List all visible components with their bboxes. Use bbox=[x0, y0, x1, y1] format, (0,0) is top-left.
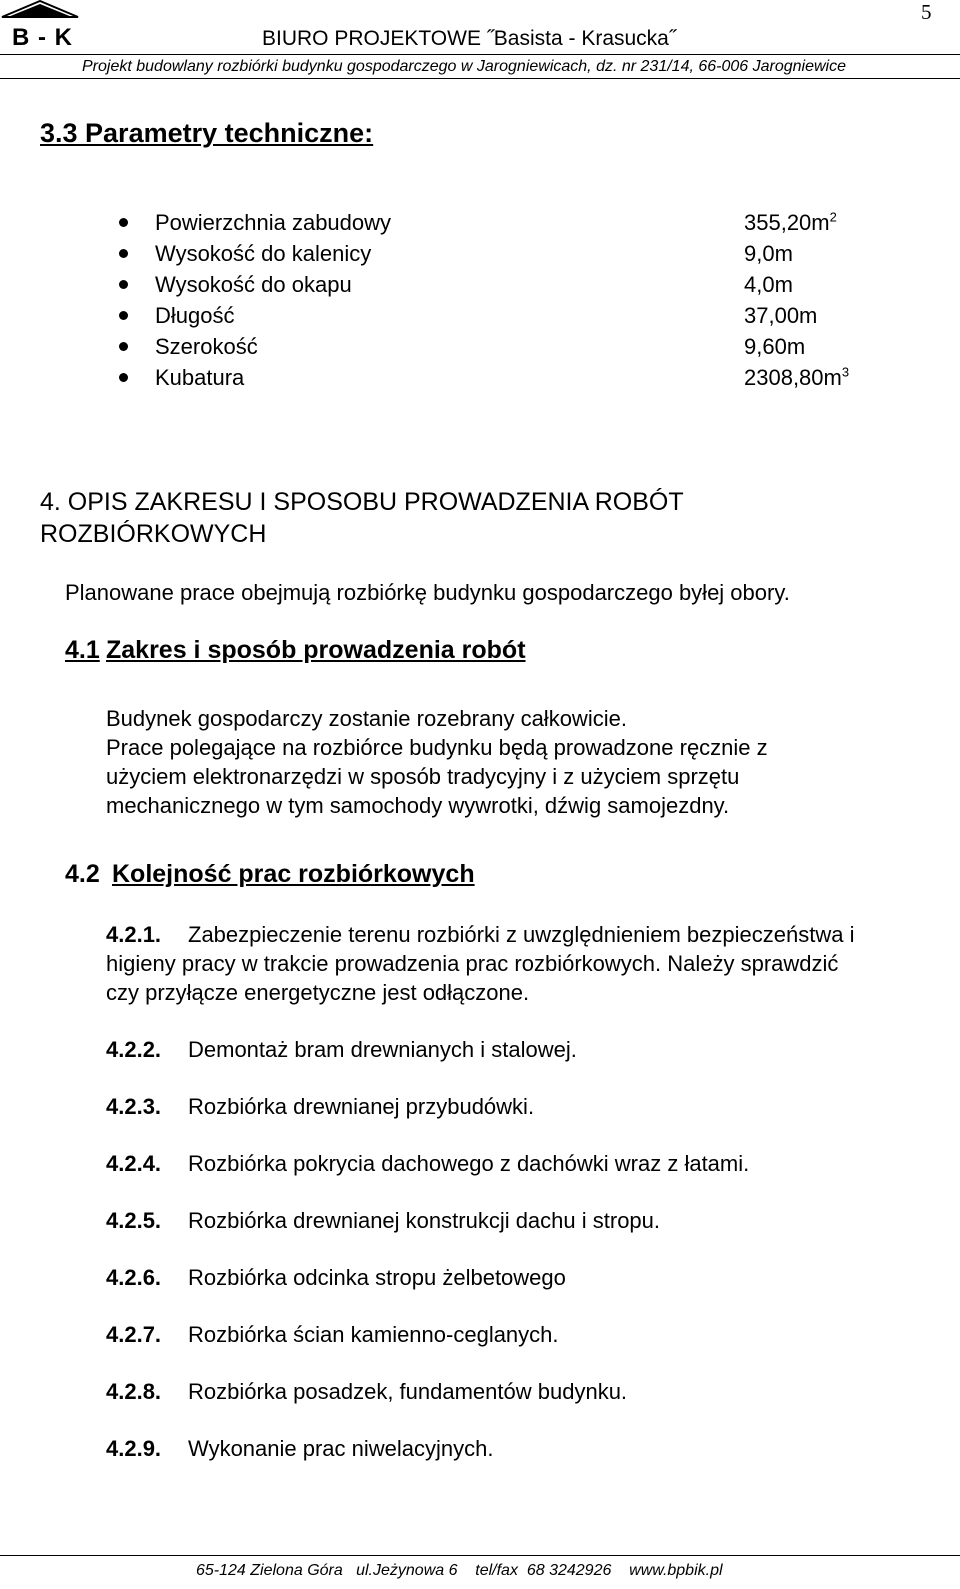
param-value: 9,0m bbox=[744, 241, 793, 266]
param-value: $355,20m^2$ bbox=[744, 209, 837, 235]
item-text: Wykonanie prac niwelacyjnych. bbox=[188, 1436, 494, 1461]
item-text: Rozbiórka drewnianej konstrukcji dachu i stropu. bbox=[188, 1208, 661, 1233]
param-label: Wysokość do okapu bbox=[155, 272, 352, 297]
item-text: Rozbiórka ścian kamienno-ceglanych. bbox=[188, 1322, 559, 1347]
header-rule-top bbox=[0, 54, 960, 55]
logo-roof-icon bbox=[0, 0, 80, 18]
page-number: 5 bbox=[921, 0, 932, 24]
office-name: BIURO PROJEKTOWE ˝Basista - Krasucka˝ bbox=[262, 27, 676, 50]
item-number: 4.2.4. bbox=[106, 1151, 162, 1176]
param-value: 37,00m bbox=[744, 303, 818, 328]
paragraph-line: Budynek gospodarczy zostanie rozebrany całkowicie. bbox=[106, 706, 627, 731]
item-number: 4.2.2. bbox=[106, 1037, 162, 1062]
item-text: Rozbiórka drewnianej przybudówki. bbox=[188, 1094, 535, 1119]
section-4-2-title: Kolejność prac rozbiórkowych bbox=[112, 860, 475, 888]
section-3-3-title: 3.3 Parametry techniczne: bbox=[40, 118, 374, 148]
item-text: Rozbiórka posadzek, fundamentów budynku. bbox=[188, 1379, 628, 1404]
section-4-2-number: 4.2 bbox=[65, 860, 100, 888]
bullet-icon bbox=[119, 280, 128, 289]
bullet-icon bbox=[119, 311, 128, 320]
section-4-1-title: Zakres i sposób prowadzenia robót bbox=[106, 636, 526, 664]
bullet-icon bbox=[119, 342, 128, 351]
item-text: higieny pracy w trakcie prowadzenia prac rozbiórkowych. Należy sprawdzić bbox=[106, 951, 839, 976]
param-label: Wysokość do kalenicy bbox=[155, 241, 372, 266]
paragraph-line: użyciem elektronarzędzi w sposób tradycyjny i z użyciem sprzętu bbox=[106, 764, 740, 789]
paragraph-line: mechanicznego w tym samochody wywrotki, dźwig samojezdny. bbox=[106, 793, 730, 818]
item-number: 4.2.8. bbox=[106, 1379, 162, 1404]
item-number: 4.2.5. bbox=[106, 1208, 162, 1233]
item-text: Rozbiórka odcinka stropu żelbetowego bbox=[188, 1265, 566, 1290]
param-label: Kubatura bbox=[155, 365, 245, 390]
item-number: 4.2.3. bbox=[106, 1094, 162, 1119]
header-rule-bottom bbox=[0, 78, 960, 79]
footer-contact: 65-124 Zielona Góra ul.Jeżynowa 6 tel/fax 68 3242926 www.bpbik.pl bbox=[196, 1562, 723, 1579]
param-label: Szerokość bbox=[155, 334, 258, 359]
param-value: 4,0m bbox=[744, 272, 793, 297]
section-4-title-line1: 4. OPIS ZAKRESU I SPOSOBU PROWADZENIA ROBÓT bbox=[40, 488, 684, 516]
param-label: Długość bbox=[155, 303, 235, 328]
param-label: Powierzchnia zabudowy bbox=[155, 210, 392, 235]
bullet-icon bbox=[119, 373, 128, 382]
section-4-title-line2: ROZBIÓRKOWYCH bbox=[40, 520, 267, 548]
paragraph-line: Prace polegające na rozbiórce budynku będą prowadzone ręcznie z bbox=[106, 735, 768, 760]
item-number: 4.2.9. bbox=[106, 1436, 162, 1461]
item-number: 4.2.1. bbox=[106, 922, 162, 947]
section-4-intro: Planowane prace obejmują rozbiórkę budynku gospodarczego byłej obory. bbox=[65, 580, 790, 605]
item-text: czy przyłącze energetyczne jest odłączone. bbox=[106, 980, 530, 1005]
project-title: Projekt budowlany rozbiórki budynku gospodarczego w Jarogniewicach, dz. nr 231/14, 66-006 Jarogniewice bbox=[82, 58, 846, 75]
footer-rule bbox=[0, 1555, 960, 1556]
item-text: Zabezpieczenie terenu rozbiórki z uwzględnieniem bezpieczeństwa i bbox=[188, 922, 855, 947]
bullet-icon bbox=[119, 249, 128, 258]
bullet-icon bbox=[119, 218, 128, 227]
item-text: Demontaż bram drewnianych i stalowej. bbox=[188, 1037, 577, 1062]
param-value: 9,60m bbox=[744, 334, 806, 359]
item-text: Rozbiórka pokrycia dachowego z dachówki wraz z łatami. bbox=[188, 1151, 750, 1176]
company-logo: B - K bbox=[12, 24, 73, 51]
item-number: 4.2.7. bbox=[106, 1322, 162, 1347]
item-number: 4.2.6. bbox=[106, 1265, 162, 1290]
section-4-1-number: 4.1 bbox=[65, 636, 100, 664]
param-value: $2308,80m^3$ bbox=[744, 364, 850, 390]
